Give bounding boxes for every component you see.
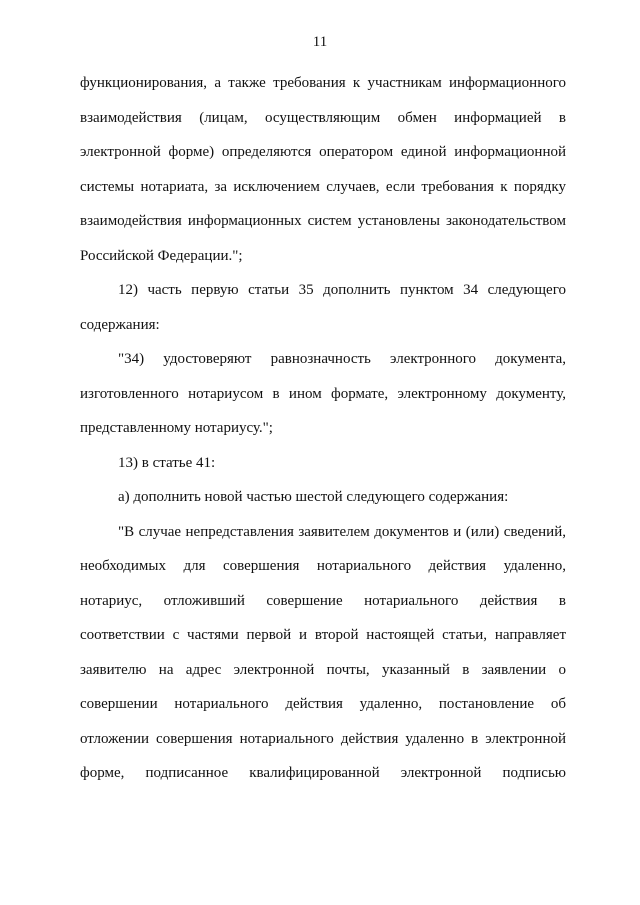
- text-line: изготовленного нотариусом в ином формате, электронному документу,: [80, 385, 566, 402]
- text-line: заявителю на адрес электронной почты, указанный в заявлении о: [80, 661, 566, 678]
- text-line: "В случае непредставления заявителем документов и (или) сведений,: [118, 523, 566, 540]
- text-line: содержания:: [80, 316, 160, 333]
- text-line: необходимых для совершения нотариального действия удаленно,: [80, 558, 566, 574]
- text-line: функционирования, а также требования к участникам информационного: [80, 75, 566, 91]
- text-line: взаимодействия (лицам, осуществляющим обмен информацией в: [80, 109, 566, 126]
- text-line: 13) в статье 41:: [118, 454, 216, 471]
- text-line: нотариус, отложивший совершение нотариального действия в: [80, 592, 566, 609]
- text-line: совершении нотариального действия удаленно, постановление об: [80, 696, 566, 712]
- text-line: 12) часть первую статьи 35 дополнить пунктом 34 следующего: [118, 282, 566, 298]
- document-body: [80, 66, 566, 791]
- text-line: взаимодействия информационных систем установлены законодательством: [80, 213, 566, 229]
- text-line: Российской Федерации.";: [80, 247, 243, 264]
- text-line: "34) удостоверяют равнозначность электронного документа,: [118, 351, 566, 367]
- text-line: отложении совершения нотариального действия удаленно в электронной: [80, 730, 566, 747]
- page-number: 11: [312, 34, 328, 50]
- text-line: форме, подписанное квалифицированной электронной подписью: [80, 765, 566, 781]
- text-line: соответствии с частями первой и второй настоящей статьи, направляет: [80, 627, 566, 643]
- text-line: системы нотариата, за исключением случаев, если требования к порядку: [80, 178, 566, 195]
- text-line: а) дополнить новой частью шестой следующего содержания:: [118, 489, 509, 505]
- text-line: представленному нотариусу.";: [80, 420, 273, 436]
- text-line: электронной форме) определяются оператором единой информационной: [80, 144, 566, 160]
